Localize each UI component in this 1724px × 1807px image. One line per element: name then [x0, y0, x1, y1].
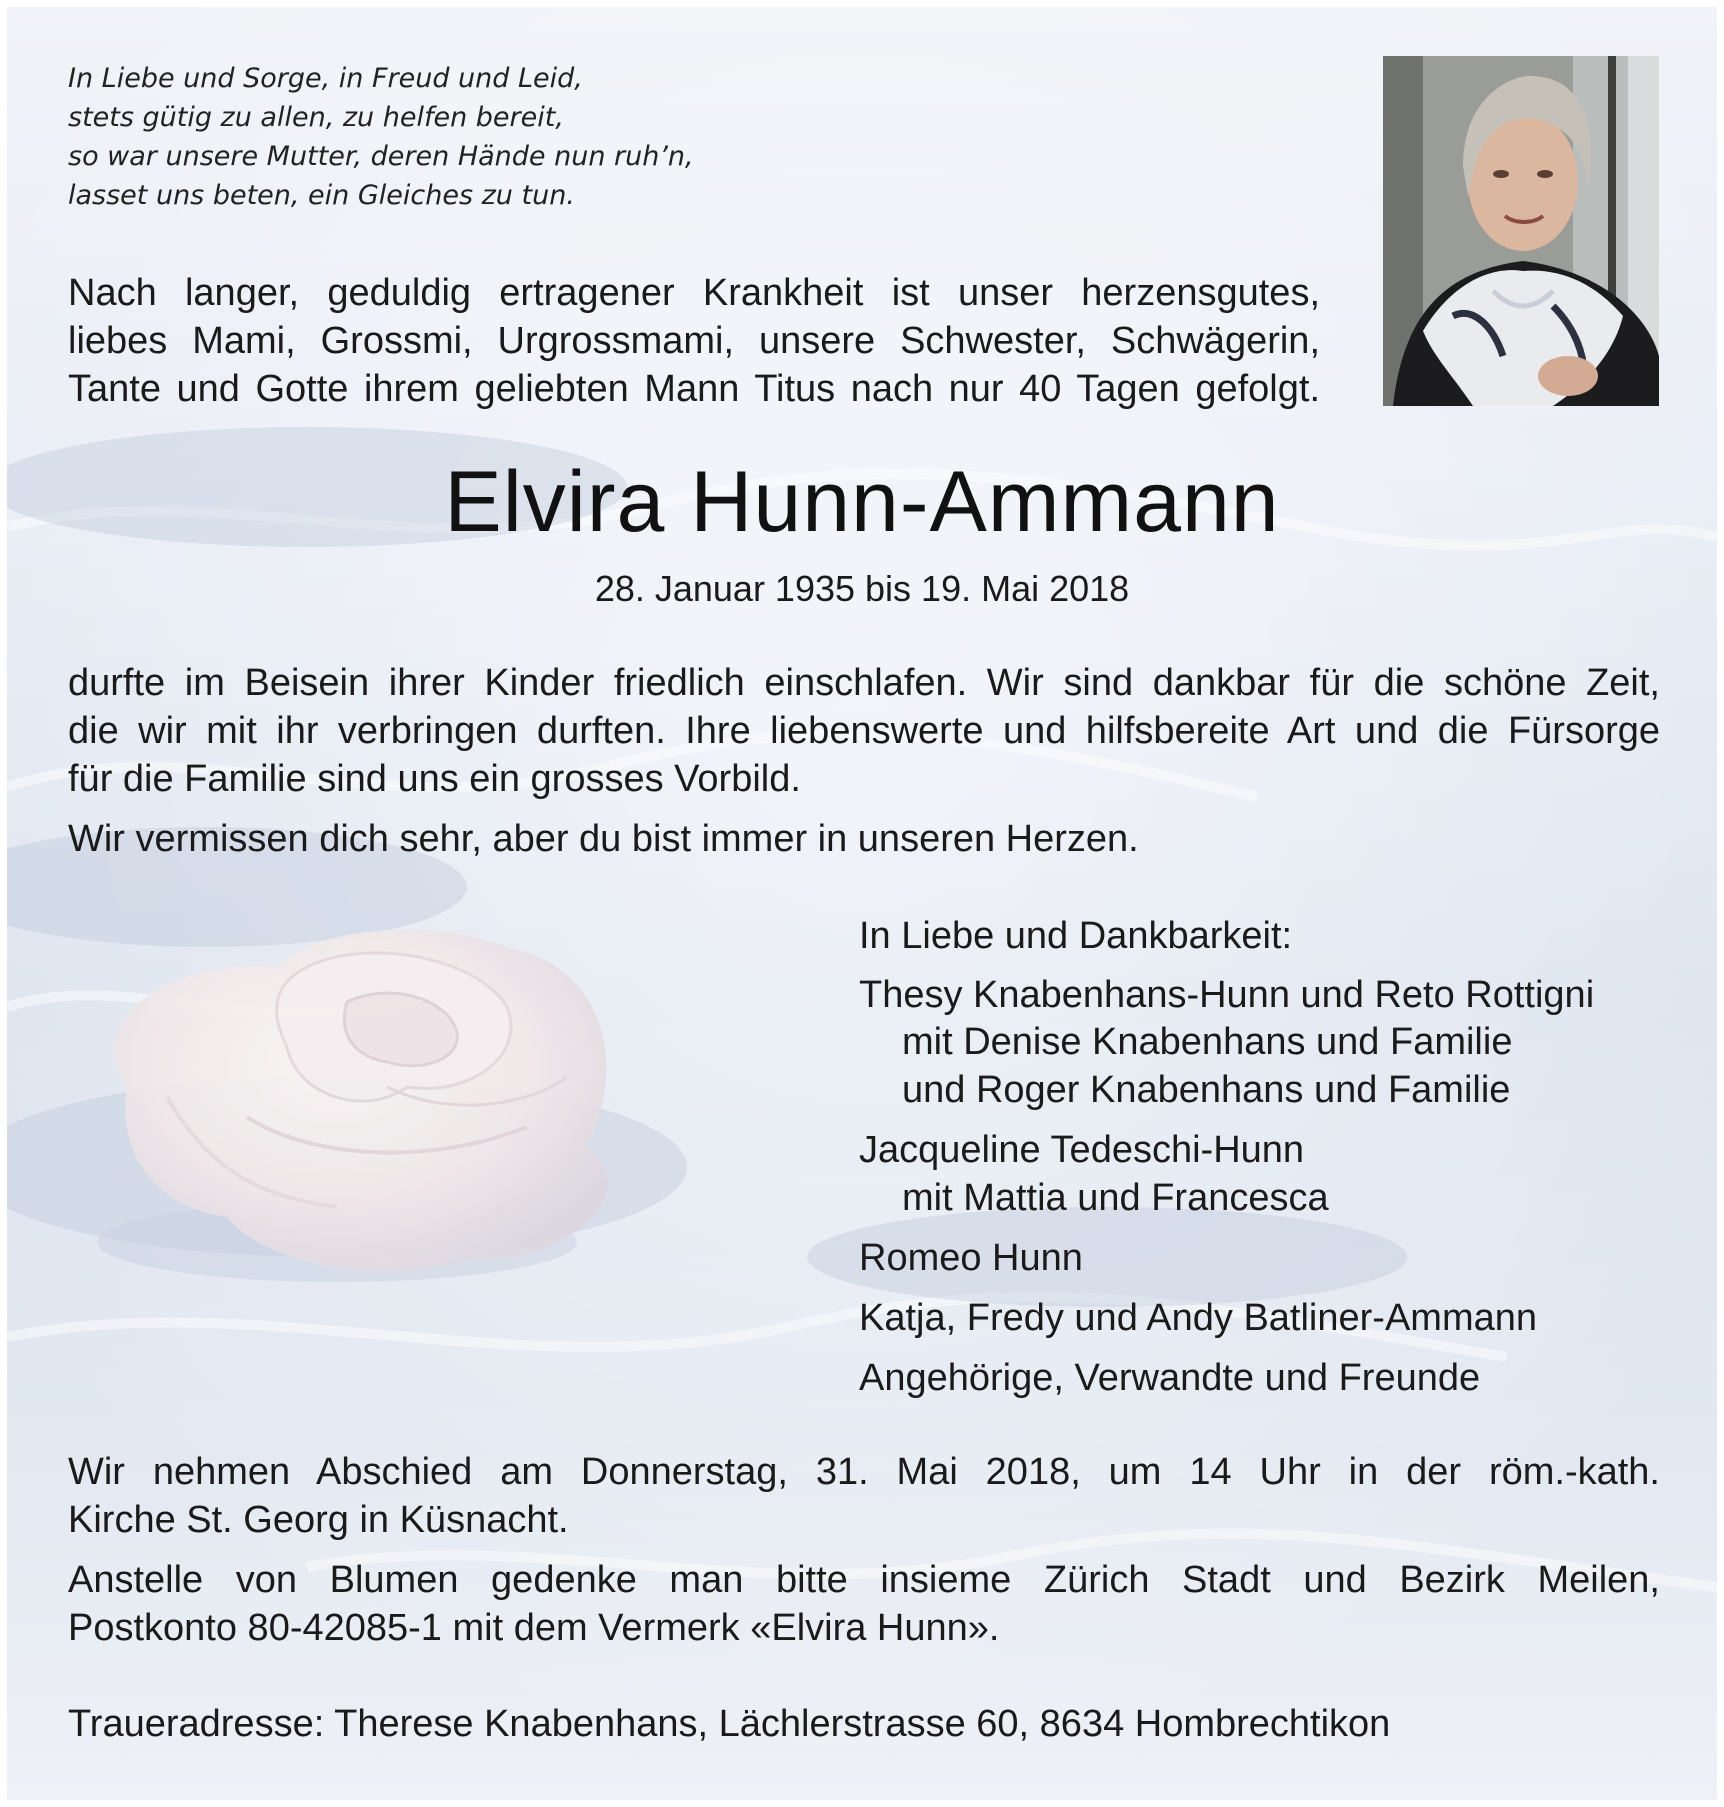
mourners-heading: In Liebe und Dankbarkeit: [859, 915, 1293, 957]
mourner-line: Katja, Fredy und Andy Batliner-Ammann [859, 1297, 1538, 1339]
mourner-line: mit Mattia und Francesca [902, 1177, 1329, 1219]
mourner-line: Thesy Knabenhans-Hunn und Reto Rottigni [859, 974, 1595, 1016]
message-line: die wir mit ihr verbringen durften. Ihre liebenswerte und hilfsbereite Art und die Fürsorge [68, 710, 1660, 752]
mourner-line: Romeo Hunn [859, 1237, 1083, 1279]
poem-line: lasset uns beten, ein Gleiches zu tun. [68, 180, 575, 211]
mourner-line: Angehörige, Verwandte und Freunde [859, 1357, 1481, 1399]
mourning-address: Traueradresse: Therese Knabenhans, Lächlerstrasse 60, 8634 Hombrechtikon [68, 1703, 1391, 1745]
intro-line: liebes Mami, Grossmi, Urgrossmami, unsere Schwester, Schwägerin, [68, 320, 1320, 362]
mourner-line: Jacqueline Tedeschi-Hunn [859, 1129, 1305, 1171]
portrait-photo [1383, 56, 1659, 406]
message-line: durfte im Beisein ihrer Kinder friedlich einschlafen. Wir sind dankbar für die schöne Zeit, [68, 662, 1660, 704]
service-line: Kirche St. Georg in Küsnacht. [68, 1499, 569, 1541]
donation-line: Postkonto 80-42085-1 mit dem Vermerk «Elvira Hunn». [68, 1607, 1000, 1649]
mourner-line: mit Denise Knabenhans und Familie [902, 1021, 1513, 1063]
message-closing: Wir vermissen dich sehr, aber du bist immer in unseren Herzen. [68, 818, 1139, 860]
life-dates: 28. Januar 1935 bis 19. Mai 2018 [594, 568, 1130, 609]
mourner-line: und Roger Knabenhans und Familie [902, 1069, 1511, 1111]
rose-image [97, 930, 608, 1282]
intro-line: Nach langer, geduldig ertragener Krankheit ist unser herzensgutes, [68, 272, 1320, 314]
service-line: Wir nehmen Abschied am Donnerstag, 31. Mai 2018, um 14 Uhr in der röm.-kath. [68, 1451, 1660, 1493]
poem-line: stets gütig zu allen, zu helfen bereit, [68, 102, 564, 133]
message-line: für die Familie sind uns ein grosses Vorbild. [68, 758, 801, 800]
deceased-name: Elvira Hunn-Ammann [444, 454, 1280, 550]
donation-line: Anstelle von Blumen gedenke man bitte insieme Zürich Stadt und Bezirk Meilen, [68, 1559, 1660, 1601]
obituary-card [7, 7, 1717, 1800]
poem-line: so war unsere Mutter, deren Hände nun ruh’n, [68, 141, 694, 172]
poem-line: In Liebe und Sorge, in Freud und Leid, [68, 63, 583, 94]
intro-line: Tante und Gotte ihrem geliebten Mann Titus nach nur 40 Tagen gefolgt. [68, 368, 1320, 410]
